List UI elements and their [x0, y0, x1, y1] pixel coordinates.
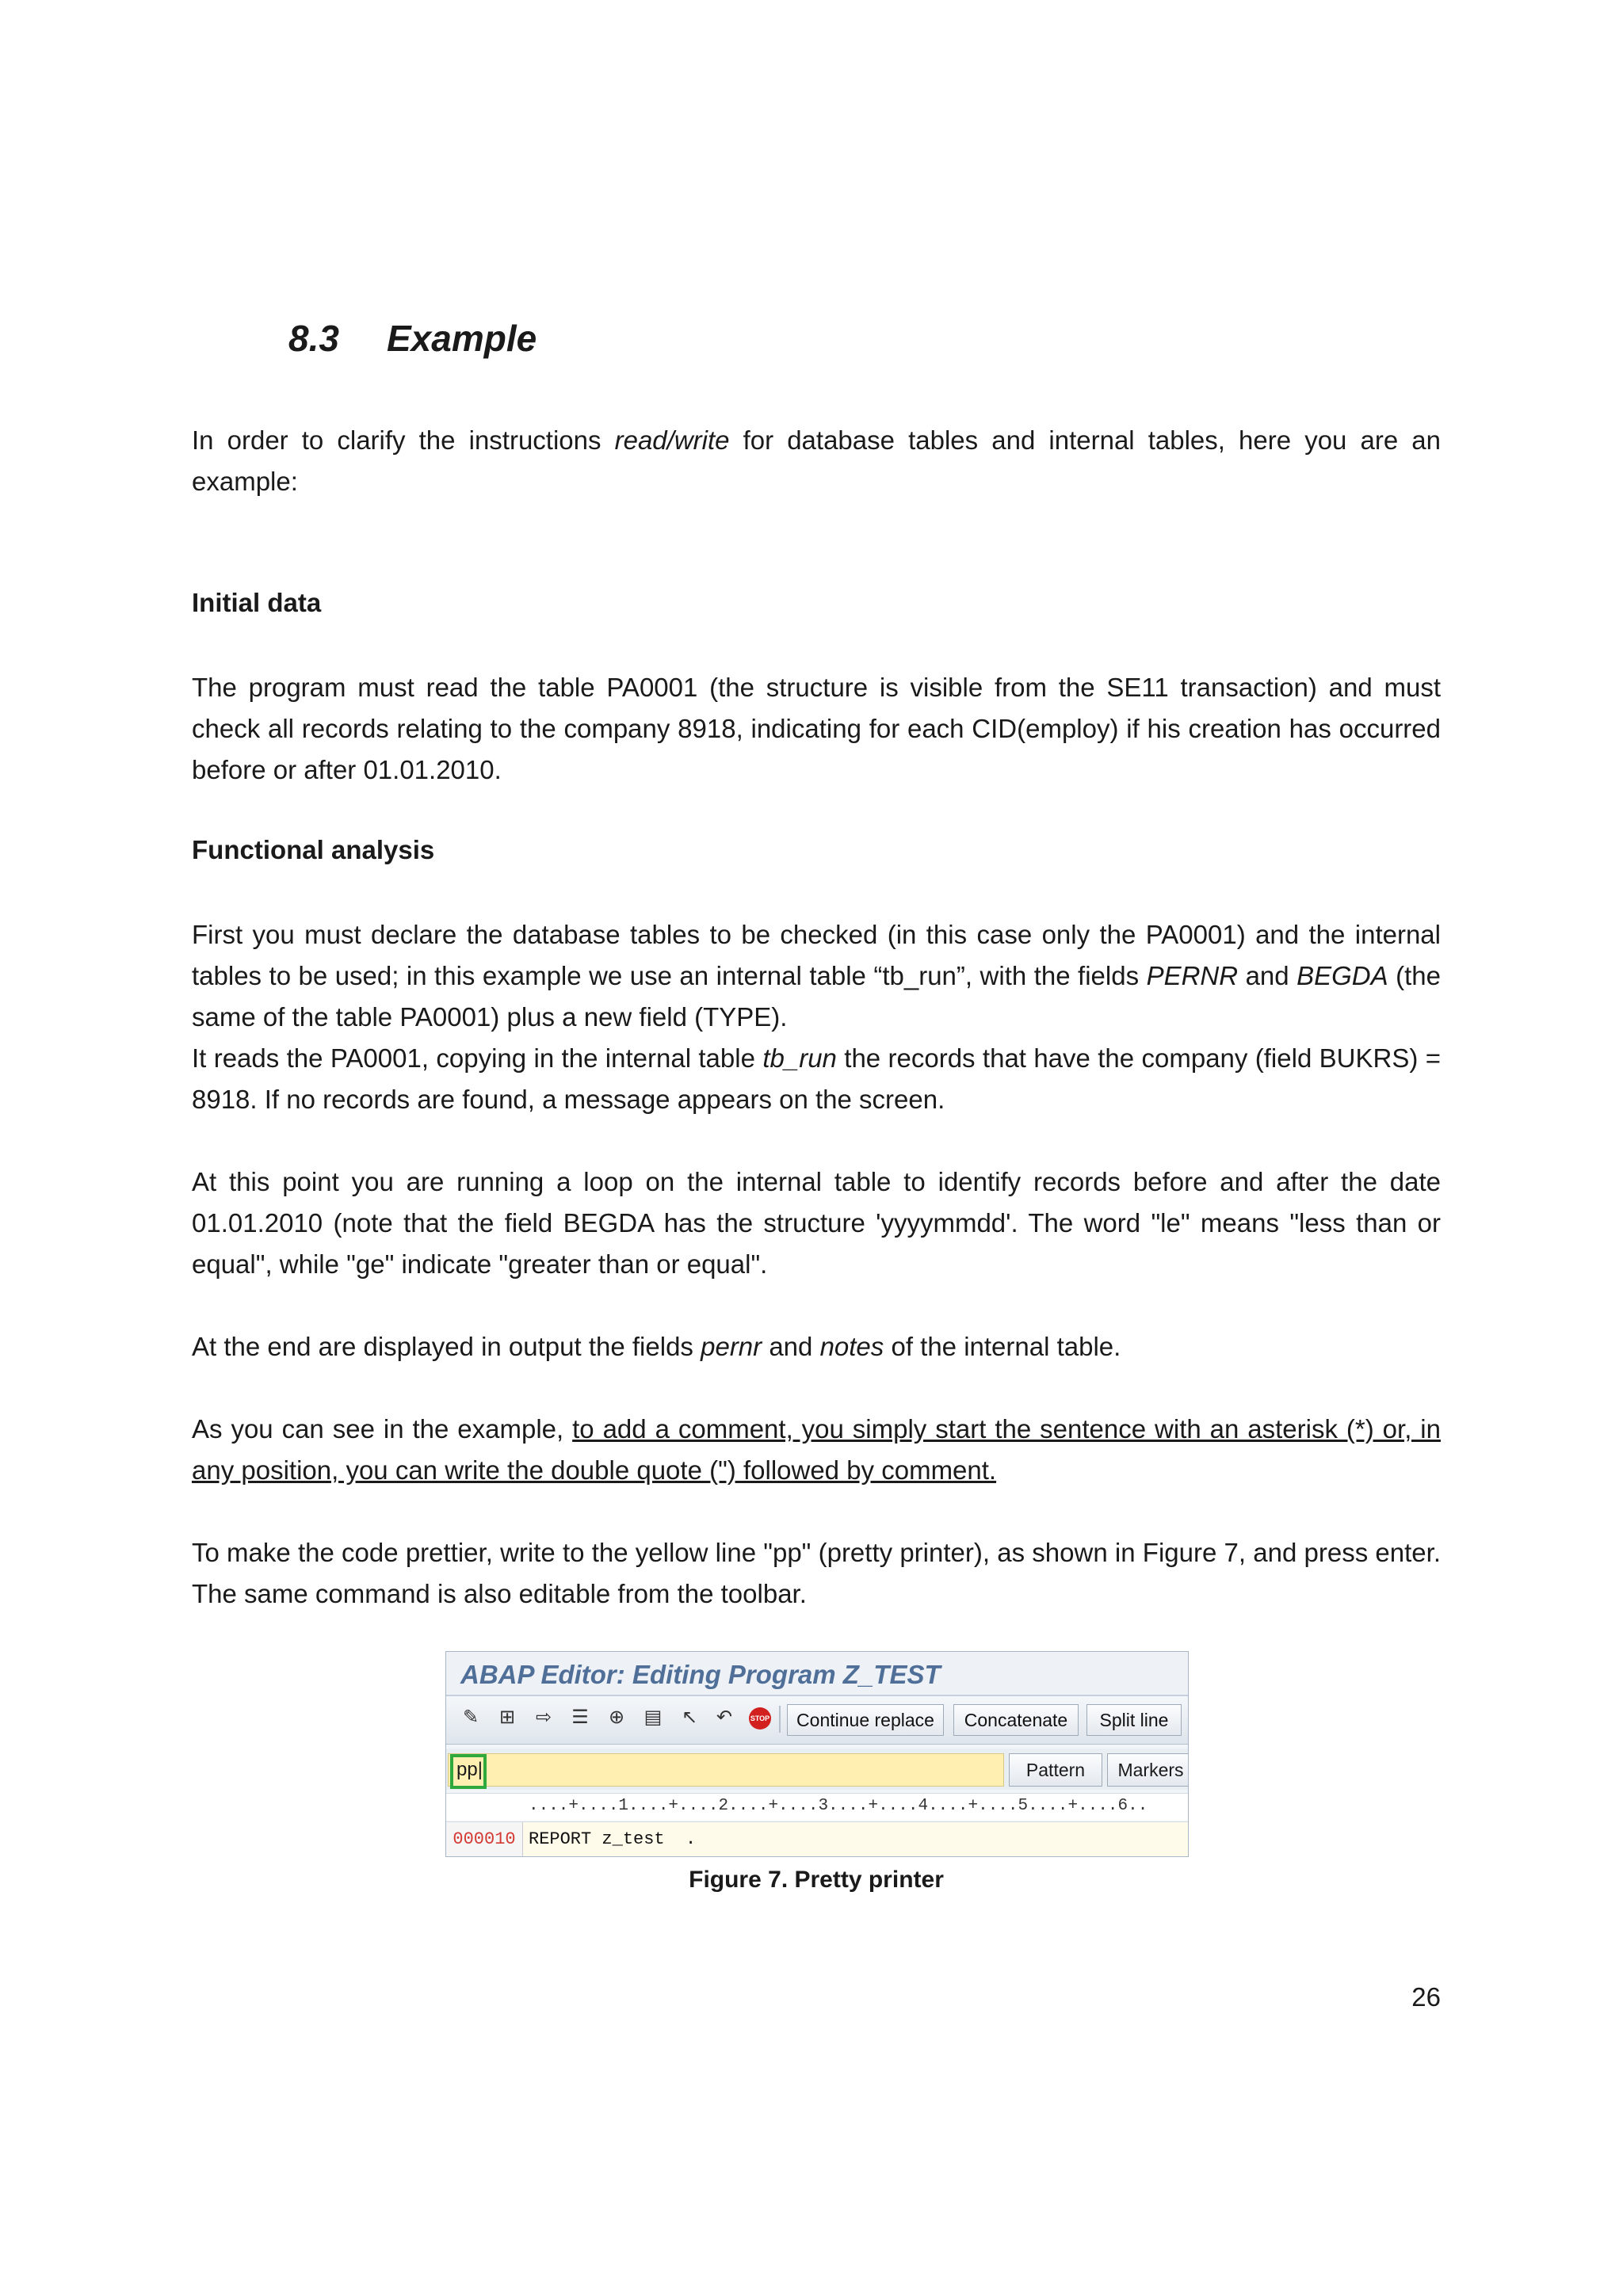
initial-data-paragraph: The program must read the table PA0001 (the structure is visible from the SE11 transaction) and must check all records relating to the company 8918, indicating for each CID(employ) if his creation has occurred before or after 01.01.2010. — [192, 673, 1441, 784]
functional-paragraph-2 — [192, 1038, 1441, 1120]
functional-paragraph-3: At this point you are running a loop on the internal table to identify records before and after the date 01.01.2010 (note that the field BEGDA has the structure 'yyyymmdd'. The word "le" means "less than or equal", while "ge" indicate "greater than or equal". — [192, 1167, 1441, 1279]
p1-italic-2: BEGDA — [1296, 961, 1388, 990]
p5-underlined: to add a comment, you simply start the sentence with an asterisk (*) or, in any position, you can write the double quote (") followed by comment. — [192, 1414, 1441, 1485]
p4-text-1: At the end are displayed in output the fields — [192, 1332, 701, 1361]
code-line-row[interactable] — [446, 1821, 1188, 1857]
p1-text-1: First you must declare the database tables to be checked (in this case only the PA0001) and the internal tables to be used; in this example we use an internal table “tb_run”, with the fields — [192, 920, 1441, 990]
intro-text-1: In order to clarify the instructions — [192, 425, 615, 455]
insert-icon[interactable]: ⊕ — [608, 1707, 625, 1728]
p4-italic-2: notes — [819, 1332, 884, 1361]
markers-button[interactable]: Markers — [1107, 1753, 1189, 1787]
move-icon[interactable]: ⇨ — [535, 1707, 552, 1728]
intro-text-2: for database tables and internal tables, here you are an example: — [192, 425, 1441, 496]
functional-paragraph-5 — [192, 1409, 1441, 1491]
section-title: Example — [387, 318, 537, 359]
functional-analysis-heading: Functional analysis — [192, 835, 435, 864]
p2-text-2: the records that have the company (field BUKRS) = 8918. If no records are found, a message appears on the screen. — [192, 1043, 1441, 1114]
split-line-button[interactable]: Split line — [1086, 1704, 1182, 1736]
command-input-value: pp| — [456, 1759, 483, 1780]
command-input[interactable] — [448, 1753, 1004, 1787]
editor-ruler — [446, 1793, 1188, 1821]
p4-italic-1: pernr — [701, 1332, 762, 1361]
p2-text-1: It reads the PA0001, copying in the internal table — [192, 1043, 763, 1073]
section-heading — [288, 317, 537, 360]
toolbar-separator — [779, 1706, 781, 1733]
clipboard-icon[interactable]: ▤ — [643, 1707, 663, 1728]
section-number: 8.3 — [288, 318, 339, 359]
ruler-text: ....+....1....+....2....+....3....+....4....+....5....+....6.. — [529, 1797, 1148, 1815]
line-number: 000010 — [446, 1822, 523, 1857]
editor-toolbar — [446, 1696, 1188, 1745]
intro-italic: read/write — [614, 425, 730, 455]
p2-italic: tb_run — [762, 1043, 837, 1073]
stop-icon[interactable]: STOP — [749, 1707, 771, 1730]
p1-italic-1: PERNR — [1146, 961, 1239, 990]
initial-data-heading: Initial data — [192, 588, 322, 617]
abap-editor-screenshot — [445, 1651, 1189, 1857]
functional-paragraph-4 — [192, 1326, 1441, 1367]
cursor-select-icon[interactable]: ↖ — [681, 1707, 698, 1728]
figure-caption: Figure 7. Pretty printer — [689, 1867, 944, 1893]
editor-title: ABAP Editor: Editing Program Z_TEST — [460, 1660, 941, 1689]
stack-icon[interactable]: ☰ — [571, 1707, 589, 1728]
intro-paragraph — [192, 420, 1441, 502]
page-number: 26 — [1411, 1982, 1441, 2012]
command-row — [446, 1749, 1188, 1790]
editor-title-bar — [446, 1652, 1188, 1696]
concatenate-button[interactable]: Concatenate — [953, 1704, 1079, 1736]
functional-paragraph-6: To make the code prettier, write to the yellow line "pp" (pretty printer), as shown in Figure 7, and press enter. The same command is also editable from the toolbar. — [192, 1538, 1441, 1608]
p4-text-3: of the internal table. — [884, 1332, 1121, 1361]
p1-text-3: (the same of the table PA0001) plus a new field (TYPE). — [192, 961, 1441, 1032]
p1-text-2: and — [1238, 961, 1297, 990]
undo-icon[interactable]: ↶ — [716, 1707, 733, 1728]
p4-text-2: and — [762, 1332, 820, 1361]
p5-text-1: As you can see in the example, — [192, 1414, 573, 1444]
code-text: REPORT z_test . — [529, 1829, 697, 1849]
edit-pencil-icon[interactable]: ✎ — [462, 1707, 479, 1728]
pattern-button[interactable]: Pattern — [1009, 1753, 1102, 1787]
functional-paragraph-1 — [192, 914, 1441, 1038]
display-change-icon[interactable]: ⊞ — [498, 1707, 516, 1728]
continue-replace-button[interactable]: Continue replace — [787, 1704, 944, 1736]
